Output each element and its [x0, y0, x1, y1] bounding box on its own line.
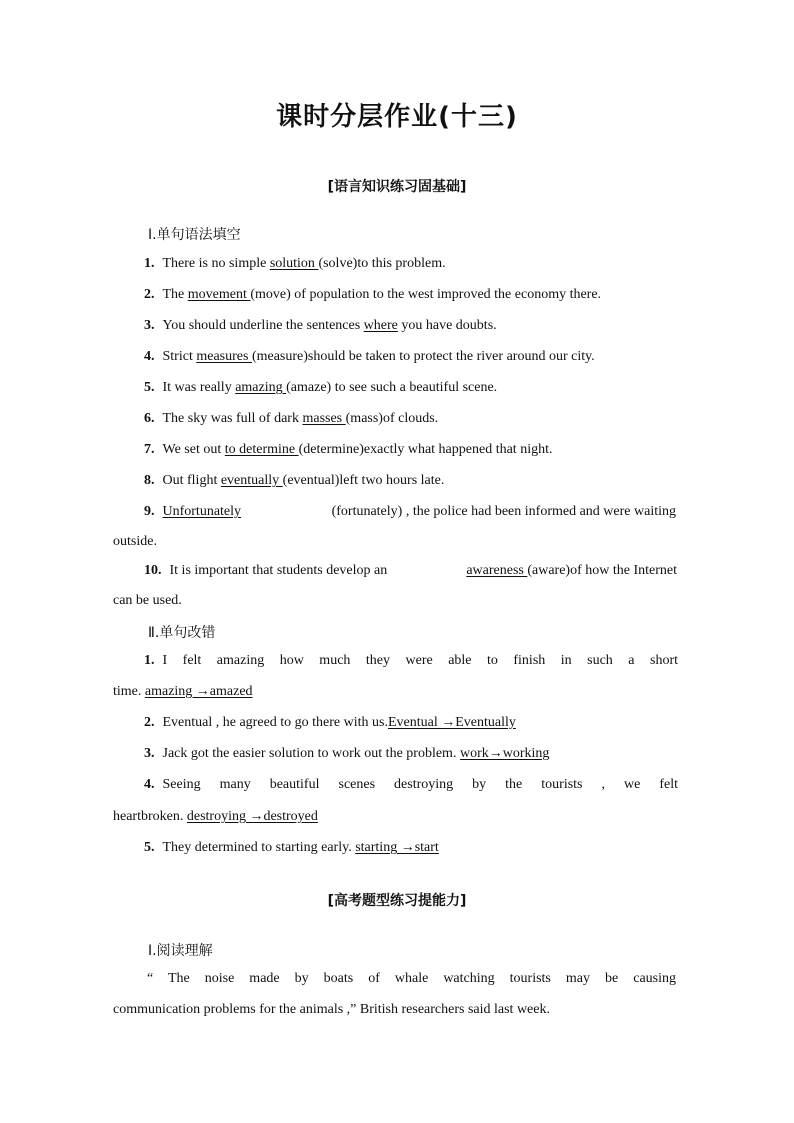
- answer-text: measures: [196, 349, 252, 364]
- item-number: 9.: [144, 504, 155, 519]
- item-text: It was really: [162, 380, 236, 395]
- list-item: [144, 349, 595, 365]
- item-text: The: [162, 287, 188, 302]
- answer-text: to determine: [224, 442, 299, 457]
- item-text: They determined to starting early.: [162, 840, 356, 855]
- item-number: 3.: [144, 746, 155, 761]
- item-number: 10.: [144, 563, 162, 578]
- item-text: You should underline the sentences: [162, 318, 364, 333]
- item-number: 4.: [144, 777, 155, 792]
- item-text: (eventual)left two hours late.: [282, 473, 445, 488]
- section-heading-exam: [高考题型练习提能力]: [327, 893, 467, 909]
- list-item: [144, 318, 497, 334]
- item-text: Seeing many beautiful scenes destroying by the tourists , we felt: [162, 777, 678, 792]
- answer-text: destroying →destroyed: [186, 809, 318, 824]
- list-item: [144, 442, 552, 458]
- item-text: you have doubts.: [397, 318, 497, 333]
- item-number: 2.: [144, 715, 155, 730]
- item-number: 6.: [144, 411, 155, 426]
- item-text: There is no simple: [162, 256, 270, 271]
- answer-text: where: [363, 318, 398, 333]
- list-item: [144, 653, 678, 669]
- item-text: (measure)should be taken to protect the river around our city.: [251, 349, 595, 364]
- list-item: [144, 380, 497, 396]
- item-number: 8.: [144, 473, 155, 488]
- item-text: It is important that students develop an: [169, 563, 388, 578]
- item-text: We set out: [162, 442, 225, 457]
- item-text: (move) of population to the west improved the economy there.: [250, 287, 602, 302]
- answer-text: starting →start: [355, 840, 439, 855]
- answer-text: masses: [302, 411, 346, 426]
- item-number: 5.: [144, 380, 155, 395]
- paragraph-line: communication problems for the animals ,” British researchers said last week.: [113, 1002, 550, 1017]
- list-item: [144, 287, 601, 303]
- section-heading-basics: [语言知识练习固基础]: [327, 179, 467, 195]
- item-continuation: [113, 809, 318, 825]
- answer-text: Unfortunately: [162, 504, 242, 519]
- item-text: The sky was full of dark: [162, 411, 303, 426]
- item-number: 7.: [144, 442, 155, 457]
- answer-text: work→working: [459, 746, 550, 761]
- list-item: [144, 504, 676, 520]
- answer-text: awareness: [466, 563, 528, 578]
- item-continuation: [113, 684, 253, 700]
- list-item: [144, 777, 678, 793]
- item-text: Out flight: [162, 473, 221, 488]
- item-text: heartbroken.: [113, 809, 187, 824]
- list-item: [144, 746, 549, 762]
- item-text: Eventual , he agreed to go there with us.: [162, 715, 388, 730]
- part-heading-error-correction: Ⅱ.单句改错: [148, 625, 216, 641]
- answer-text: amazing: [235, 380, 287, 395]
- item-number: 5.: [144, 840, 155, 855]
- item-number: 3.: [144, 318, 155, 333]
- page-title: 课时分层作业(十三): [276, 102, 518, 132]
- answer-text: amazing →amazed: [144, 684, 253, 699]
- part-heading-grammar-fill: Ⅰ.单句语法填空: [148, 227, 241, 243]
- item-text: I felt amazing how much they were able to finish in such a short: [162, 653, 678, 668]
- item-text: (mass)of clouds.: [345, 411, 439, 426]
- answer-text: eventually: [220, 473, 283, 488]
- list-item: [144, 840, 439, 856]
- item-continuation: can be used.: [113, 593, 182, 608]
- item-text: (solve)to this problem.: [318, 256, 446, 271]
- item-continuation: outside.: [113, 534, 157, 549]
- list-item: [144, 563, 677, 579]
- item-number: 2.: [144, 287, 155, 302]
- list-item: [144, 715, 516, 731]
- item-text: (determine)exactly what happened that night.: [298, 442, 553, 457]
- item-text: time.: [113, 684, 145, 699]
- item-text: (amaze) to see such a beautiful scene.: [286, 380, 498, 395]
- list-item: [144, 411, 438, 427]
- list-item: [144, 473, 444, 489]
- answer-text: movement: [187, 287, 251, 302]
- answer-text: solution: [269, 256, 319, 271]
- item-text: Strict: [162, 349, 197, 364]
- paragraph-line: “ The noise made by boats of whale watching tourists may be causing: [147, 971, 676, 986]
- item-number: 1.: [144, 256, 155, 271]
- answer-text: Eventual →Eventually: [387, 715, 516, 730]
- item-text: (aware)of how the Internet: [527, 563, 677, 578]
- item-number: 4.: [144, 349, 155, 364]
- list-item: [144, 256, 446, 272]
- item-text: (fortunately) , the police had been informed and were waiting: [331, 504, 676, 519]
- item-number: 1.: [144, 653, 155, 668]
- part-heading-reading: Ⅰ.阅读理解: [148, 943, 213, 959]
- item-text: Jack got the easier solution to work out the problem.: [162, 746, 460, 761]
